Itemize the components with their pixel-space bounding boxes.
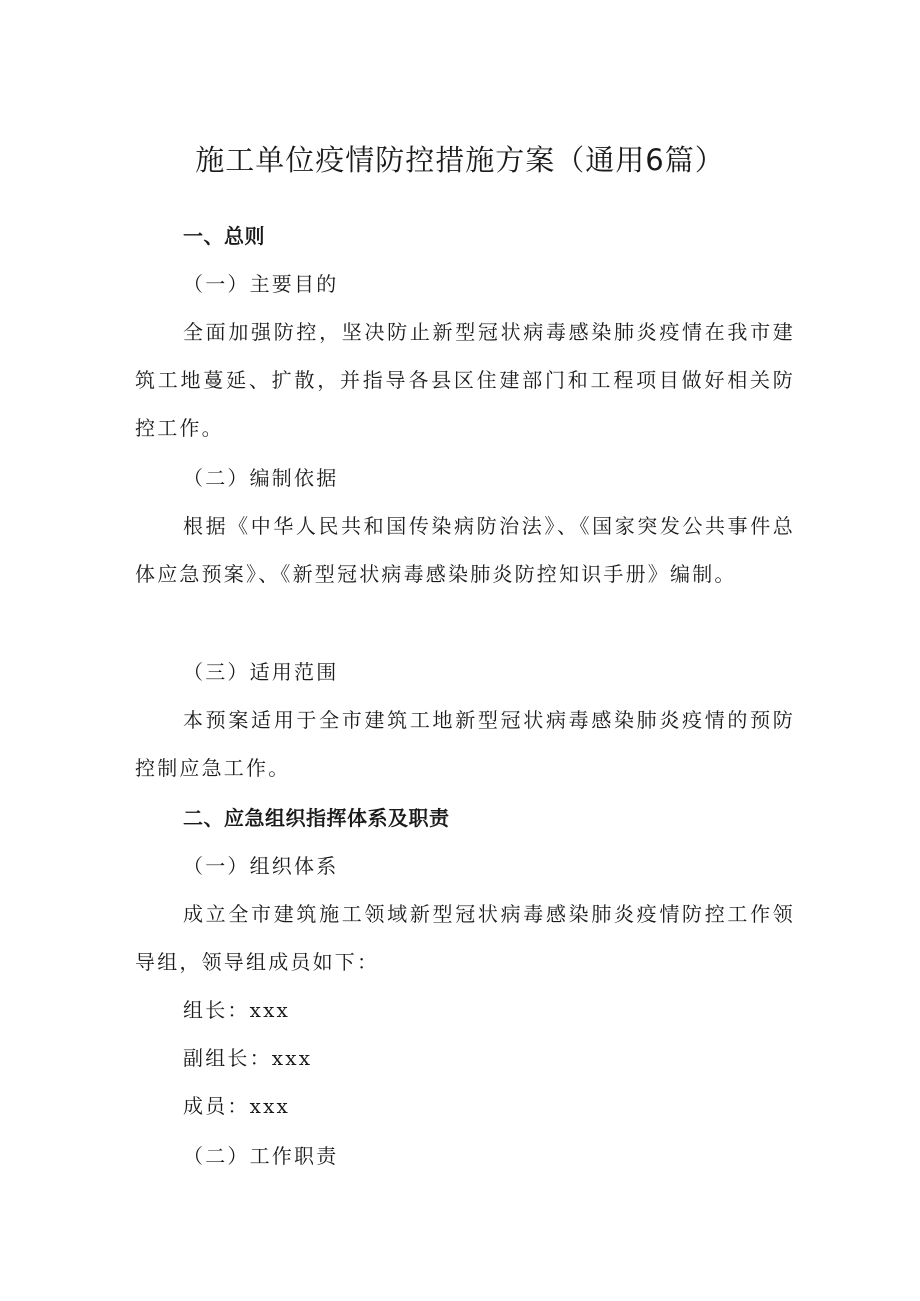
section-heading-organization: 二、应急组织指挥体系及职责 bbox=[183, 806, 450, 830]
paragraph-scope: 本预案适用于全市建筑工地新型冠状病毒感染肺炎疫情的预防控制应急工作。 bbox=[135, 708, 795, 780]
subsection-title-basis: （二）编制依据 bbox=[183, 466, 339, 490]
line-leader: 组长：xxx bbox=[183, 998, 291, 1022]
subsection-title-purpose: （一）主要目的 bbox=[183, 272, 339, 296]
line-members: 成员：xxx bbox=[183, 1094, 291, 1118]
paragraph-basis: 根据《中华人民共和国传染病防治法》、《国家突发公共事件总体应急预案》、《新型冠状病毒感染肺炎防控知识手册》编制。 bbox=[135, 514, 795, 586]
subsection-title-org-system: （一）组织体系 bbox=[183, 854, 339, 878]
section-heading-general: 一、总则 bbox=[183, 224, 265, 248]
line-deputy-leader: 副组长：xxx bbox=[183, 1046, 313, 1070]
paragraph-org-system: 成立全市建筑施工领域新型冠状病毒感染肺炎疫情防控工作领导组，领导组成员如下： bbox=[135, 902, 795, 974]
subsection-title-scope: （三）适用范围 bbox=[183, 660, 339, 684]
paragraph-purpose: 全面加强防控，坚决防止新型冠状病毒感染肺炎疫情在我市建筑工地蔓延、扩散，并指导各县区住建部门和工程项目做好相关防控工作。 bbox=[135, 320, 795, 440]
document-title: 施工单位疫情防控措施方案（通用6篇） bbox=[195, 143, 725, 177]
subsection-title-duties: （二）工作职责 bbox=[183, 1144, 339, 1168]
